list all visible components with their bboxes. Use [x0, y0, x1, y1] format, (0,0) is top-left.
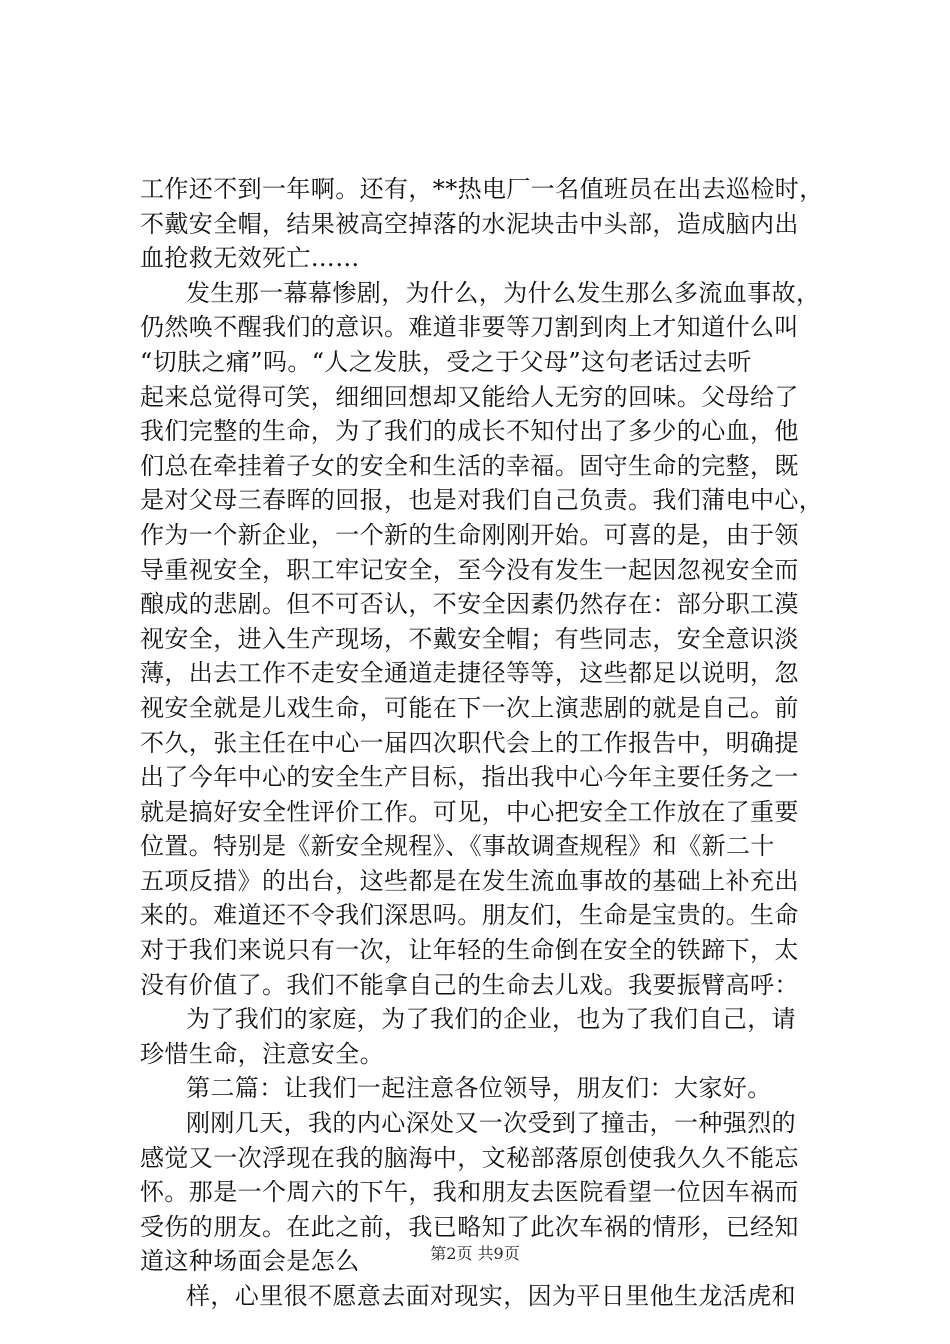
text-line: 就是搞好安全性评价工作。可见，中心把安全工作放在了重要 — [140, 797, 799, 826]
text-line: 工作还不到一年啊。还有，**热电厂一名值班员在出去巡检时， — [140, 175, 824, 203]
text-line: 珍惜生命，注意安全。 — [140, 1039, 384, 1068]
text-line: 血抢救无效死亡…… — [140, 244, 360, 273]
text-line: 薄，出去工作不走安全通道走捷径等等，这些都足以说明，忽 — [140, 659, 799, 688]
text-line: 怀。那是一个周六的下午，我和朋友去医院看望一位因车祸而 — [140, 1178, 799, 1207]
text-line: 仍然唤不醒我们的意识。难道非要等刀割到肉上才知道什么叫 — [140, 313, 799, 342]
text-line: 道这种场面会是怎么 — [140, 1247, 360, 1276]
text-line: 是对父母三春晖的回报，也是对我们自己负责。我们蒲电中心， — [140, 486, 824, 515]
text-line: 发生那一幕幕惨剧，为什么，为什么发生那么多流血事故， — [186, 278, 821, 307]
page-footer: 第2页 共9页 — [430, 1244, 520, 1263]
text-line: 受伤的朋友。在此之前，我已略知了此次车祸的情形，已经知 — [140, 1212, 799, 1241]
text-line: 刚刚几天，我的内心深处又一次受到了撞击，一种强烈的 — [186, 1109, 796, 1138]
text-line: 不久，张主任在中心一届四次职代会上的工作报告中，明确提 — [140, 728, 799, 757]
text-line: 酿成的悲剧。但不可否认，不安全因素仍然存在：部分职工漠 — [140, 590, 799, 619]
text-line: 为了我们的家庭，为了我们的企业，也为了我们自己，请 — [186, 1005, 796, 1034]
text-line: 我们完整的生命，为了我们的成长不知付出了多少的心血，他 — [140, 417, 799, 446]
text-line: 样，心里很不愿意去面对现实，因为平日里他生龙活虎和 — [186, 1282, 796, 1310]
text-line: 对于我们来说只有一次，让年轻的生命倒在安全的铁蹄下，太 — [140, 936, 799, 965]
document-body — [140, 172, 830, 1314]
text-line: 导重视安全，职工牢记安全，至今没有发生一起因忽视安全而 — [140, 555, 799, 584]
text-line: 视安全就是儿戏生命，可能在下一次上演悲剧的就是自己。前 — [140, 693, 799, 722]
text-line: 出了今年中心的安全生产目标，指出我中心今年主要任务之一 — [140, 763, 799, 792]
text-line: 们总在牵挂着子女的安全和生活的幸福。固守生命的完整，既 — [140, 451, 799, 480]
text-line: 视安全，进入生产现场，不戴安全帽；有些同志，安全意识淡 — [140, 624, 799, 653]
text-line: 感觉又一次浮现在我的脑海中，文秘部落原创使我久久不能忘 — [140, 1143, 799, 1172]
text-line: 起来总觉得可笑，细细回想却又能给人无穷的回味。父母给了 — [140, 382, 799, 411]
text-line: 第二篇：让我们一起注意各位领导，朋友们：大家好。 — [186, 1074, 772, 1103]
text-line: 没有价值了。我们不能拿自己的生命去儿戏。我要振臂高呼： — [140, 970, 799, 999]
text-line: 位置。特别是《新安全规程》、《事故调查规程》和《新二十 — [140, 832, 775, 861]
text-line: 不戴安全帽，结果被高空掉落的水泥块击中头部，造成脑内出 — [140, 209, 799, 238]
text-line: “切肤之痛”吗。“人之发肤，受之于父母”这句老话过去听 — [140, 347, 752, 376]
text-line: 作为一个新企业，一个新的生命刚刚开始。可喜的是，由于领 — [140, 520, 799, 549]
text-line: 来的。难道还不令我们深思吗。朋友们，生命是宝贵的。生命 — [140, 901, 799, 930]
text-line: 五项反措》的出台，这些都是在发生流血事故的基础上补充出 — [140, 866, 799, 895]
